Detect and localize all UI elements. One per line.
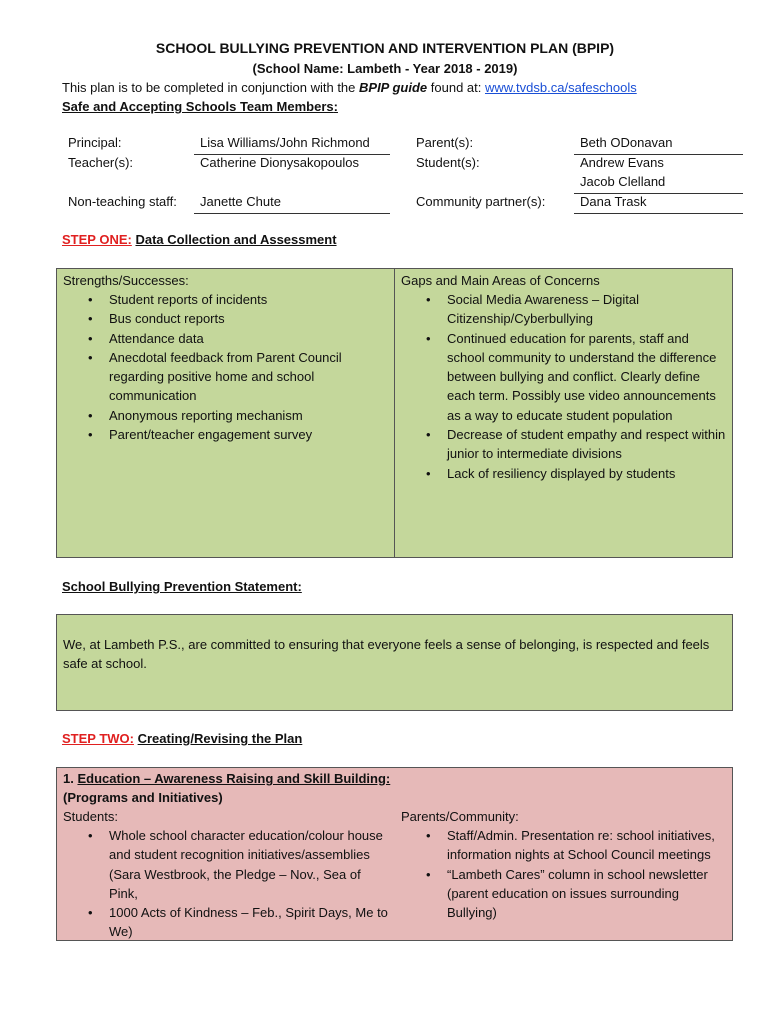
list-item: • Attendance data [109, 329, 388, 348]
step-two-prefix: STEP TWO: [62, 731, 134, 746]
students-list [63, 826, 393, 942]
parents-cell [401, 807, 726, 922]
list-item: • Social Media Awareness – Digital Citizenship/Cyberbullying [447, 290, 726, 329]
page-title: SCHOOL BULLYING PREVENTION AND INTERVENTION PLAN (BPIP) [155, 40, 615, 56]
assessment-divider [394, 269, 395, 557]
intro-pre: This plan is to be completed in conjunction with the [62, 80, 360, 95]
principal-value: Lisa Williams/John Richmond [194, 135, 390, 155]
strengths-title: Strengths/Successes: [63, 273, 189, 288]
team-heading-text: Safe and Accepting Schools Team Members [62, 99, 334, 114]
nonteaching-value: Janette Chute [194, 194, 390, 214]
parents-title: Parents/Community: [401, 809, 519, 824]
step-one-title: Data Collection and Assessment [135, 232, 337, 247]
student-label: Student(s): [416, 155, 480, 170]
section-title: Education – Awareness Raising and Skill Building: [77, 771, 391, 786]
student-value-1: Andrew Evans [580, 155, 664, 170]
community-value: Dana Trask [574, 194, 743, 214]
strengths-list [63, 290, 388, 444]
gaps-cell [401, 271, 726, 483]
teacher-label: Teacher(s): [68, 155, 134, 170]
school-name-subtitle: (School Name: Lambeth - Year 2018 - 2019) [252, 61, 518, 76]
list-item: • Parent/teacher engagement survey [109, 425, 388, 444]
parent-value: Beth ODonavan [574, 135, 743, 155]
step-two-heading [62, 731, 302, 746]
list-item: • Student reports of incidents [109, 290, 388, 309]
intro-mid: found at: [427, 80, 485, 95]
prevention-heading-text: School Bullying Prevention Statement: [62, 579, 302, 594]
students-title: Students: [63, 809, 118, 824]
prevention-statement-box [56, 614, 733, 711]
intro-text [62, 80, 637, 95]
list-item: • Decrease of student empathy and respect within junior to intermediate divisions [447, 425, 726, 464]
assessment-table [56, 268, 733, 558]
safeschools-link[interactable]: www.tvdsb.ca/safeschools [484, 80, 637, 95]
list-item: • 1000 Acts of Kindness – Feb., Spirit Days, Me to We) [109, 903, 393, 942]
list-item: • Anecdotal feedback from Parent Council regarding positive home and school communication [109, 348, 388, 406]
step-one-prefix: STEP ONE: [62, 232, 132, 247]
list-item: • Bus conduct reports [109, 309, 388, 328]
list-item: • Lack of resiliency displayed by students [447, 464, 726, 483]
gaps-list [401, 290, 726, 483]
parent-label: Parent(s): [416, 135, 474, 150]
students-cell [63, 807, 393, 942]
strengths-cell [63, 271, 388, 444]
section-number: 1. [63, 771, 78, 786]
list-item: • Continued education for parents, staff and school community to understand the difference between bullying and conflict. Clearly define each term. Possibly use video announcements as a way to educate student population [447, 329, 726, 425]
principal-label: Principal: [68, 135, 122, 150]
list-item: • Anonymous reporting mechanism [109, 406, 388, 425]
education-table [56, 767, 733, 941]
step-one-heading [62, 232, 337, 247]
parents-list [401, 826, 726, 922]
prevention-statement: We, at Lambeth P.S., are committed to ensuring that everyone feels a sense of belonging, is respected and feels safe at school. [63, 637, 710, 671]
education-title [63, 769, 723, 788]
list-item: • Whole school character education/colour house and student recognition initiatives/assemblies (Sara Westbrook, the Pledge – Nov., Sea of Pink, [109, 826, 393, 903]
community-label: Community partner(s): [416, 194, 546, 209]
student-value-2: Jacob Clelland [574, 174, 743, 194]
list-item: • Staff/Admin. Presentation re: school initiatives, information nights at School Council meetings [447, 826, 726, 865]
bpip-guide-label: BPIP guide [359, 80, 428, 95]
section-sub: (Programs and Initiatives) [63, 790, 223, 805]
nonteaching-label: Non-teaching staff: [68, 194, 177, 209]
team-heading [62, 99, 338, 114]
team-heading-colon: : [333, 99, 338, 114]
teacher-value: Catherine Dionysakopoulos [200, 155, 359, 170]
list-item: • “Lambeth Cares” column in school newsletter (parent education on issues surrounding Bullying) [447, 865, 726, 923]
gaps-title: Gaps and Main Areas of Concerns [401, 273, 600, 288]
step-two-title: Creating/Revising the Plan [137, 731, 303, 746]
prevention-heading [62, 579, 302, 594]
education-header [63, 769, 723, 807]
